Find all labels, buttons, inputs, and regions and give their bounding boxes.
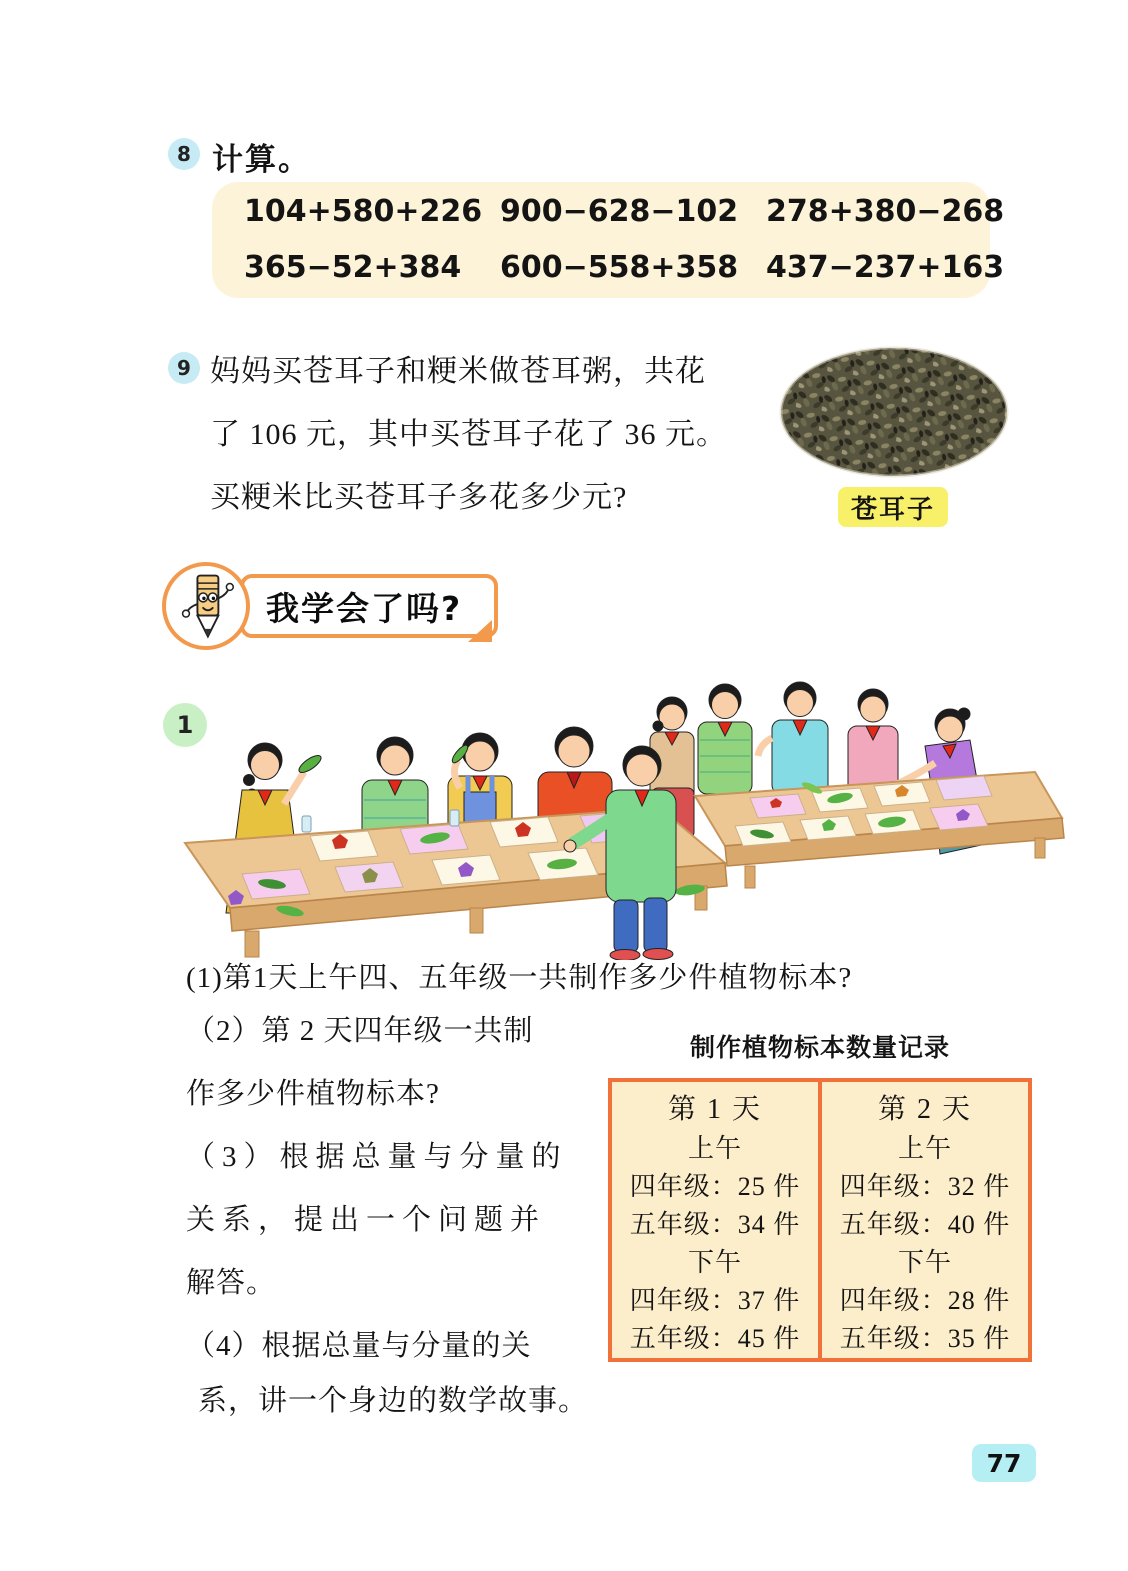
table-row: 五年级：35 件 bbox=[839, 1324, 1011, 1353]
record-table-title: 制作植物标本数量记录 bbox=[689, 1033, 950, 1062]
calc-expression: 365−52+384 bbox=[244, 250, 462, 285]
question-3-line2: 关系，提出一个问题并 bbox=[186, 1204, 547, 1236]
table-row: 上午 bbox=[897, 1134, 952, 1163]
classroom-scene bbox=[150, 668, 1110, 960]
problem-9-line3: 买粳米比买苍耳子多花多少元? bbox=[210, 481, 628, 514]
children-making-specimens-illustration bbox=[150, 668, 1110, 960]
problem-9-badge bbox=[168, 352, 200, 384]
day2-header: 第 2 天 bbox=[877, 1094, 972, 1125]
calculation-box bbox=[212, 182, 1005, 298]
specimen-record-table bbox=[608, 1078, 1032, 1362]
banner-title: 我学会了吗? bbox=[266, 588, 463, 628]
questions-2-3-4 bbox=[186, 1000, 626, 1378]
calc-expression: 600−558+358 bbox=[500, 250, 739, 285]
pencil-mascot-icon bbox=[166, 566, 246, 646]
table-row: 五年级：40 件 bbox=[839, 1210, 1011, 1239]
activity-1-number: 1 bbox=[176, 711, 194, 739]
calc-expression: 278+380−268 bbox=[766, 194, 1005, 229]
table-row: 上午 bbox=[687, 1134, 742, 1163]
problem-8-badge bbox=[168, 138, 200, 170]
day1-header: 第 1 天 bbox=[667, 1094, 762, 1125]
calc-expression: 900−628−102 bbox=[500, 194, 739, 229]
seed-caption-label: 苍耳子 bbox=[838, 487, 948, 527]
table-row: 五年级：45 件 bbox=[629, 1324, 801, 1353]
table-row: 四年级：32 件 bbox=[839, 1172, 1011, 1201]
question-4-line1: （4）根据总量与分量的关 bbox=[186, 1330, 532, 1362]
record-table-day1-column bbox=[612, 1082, 818, 1358]
table-row: 四年级：28 件 bbox=[839, 1286, 1011, 1315]
question-3-line3: 解答。 bbox=[186, 1267, 277, 1299]
table-row: 下午 bbox=[687, 1248, 742, 1277]
seeds-image bbox=[778, 346, 1010, 482]
problem-9-number: 9 bbox=[177, 356, 191, 380]
table-row: 四年级：37 件 bbox=[629, 1286, 801, 1315]
pencil-mascot-badge bbox=[162, 562, 250, 650]
table-row: 五年级：34 件 bbox=[629, 1210, 801, 1239]
problem-9-line2: 了 106 元，其中买苍耳子花了 36 元。 bbox=[210, 418, 727, 451]
question-4-line2: 系，讲一个身边的数学故事。 bbox=[198, 1385, 589, 1417]
record-table-day2-column bbox=[818, 1082, 1028, 1358]
question-1: (1)第1天上午四、五年级一共制作多少件植物标本? bbox=[186, 962, 853, 994]
problem-8-title: 计算。 bbox=[212, 142, 311, 177]
question-3-line1: （3）根据总量与分量的 bbox=[186, 1141, 568, 1173]
problem-8-number: 8 bbox=[177, 142, 191, 166]
calc-expression: 104+580+226 bbox=[244, 194, 483, 229]
calc-row-1 bbox=[244, 194, 1005, 229]
table-row: 下午 bbox=[897, 1248, 952, 1277]
cocklebur-seeds-photo bbox=[778, 346, 1010, 482]
page-number: 77 bbox=[986, 1448, 1022, 1478]
question-2-line2: 作多少件植物标本? bbox=[186, 1078, 440, 1110]
problem-9-text bbox=[210, 340, 780, 529]
calc-expression: 437−237+163 bbox=[766, 250, 1005, 285]
question-2-line1: （2）第 2 天四年级一共制 bbox=[186, 1015, 534, 1047]
page-number-badge bbox=[972, 1444, 1036, 1482]
table-row: 四年级：25 件 bbox=[629, 1172, 801, 1201]
problem-9-line1: 妈妈买苍耳子和粳米做苍耳粥，共花 bbox=[210, 355, 706, 388]
calc-row-2 bbox=[244, 250, 1005, 285]
did-i-learn-banner bbox=[160, 556, 510, 660]
